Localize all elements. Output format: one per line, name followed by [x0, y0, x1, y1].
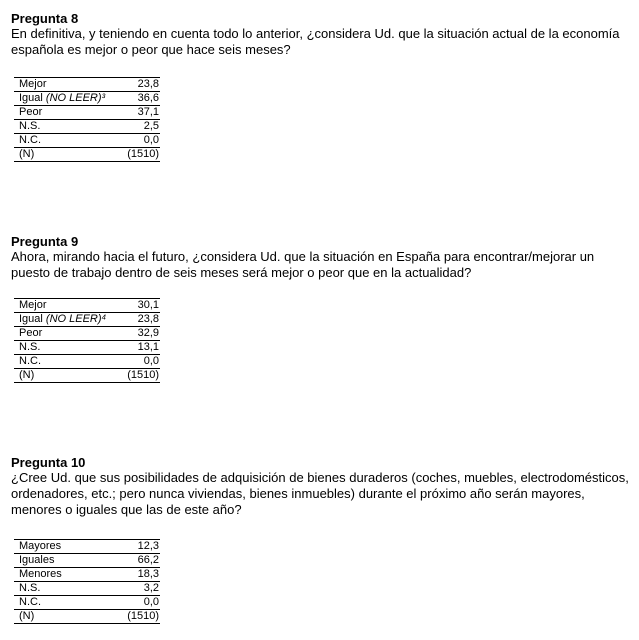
row-value: 2,5 — [143, 120, 159, 132]
table-row — [14, 596, 160, 610]
table-row — [14, 313, 160, 327]
row-value: (1510) — [127, 148, 159, 160]
table-row — [14, 92, 160, 106]
row-label: Igual (NO LEER)⁴ — [19, 313, 107, 325]
row-value: 12,3 — [137, 540, 159, 552]
row-label: Mejor — [19, 78, 47, 90]
row-value: (1510) — [127, 369, 159, 381]
table-row — [14, 554, 160, 568]
row-value: 0,0 — [143, 134, 159, 146]
row-label: N.S. — [19, 120, 41, 132]
question-title: Pregunta 9 — [11, 234, 79, 249]
row-label: (N) — [19, 148, 35, 160]
row-value: 23,8 — [137, 313, 159, 325]
table-row — [14, 369, 160, 383]
table-row — [14, 341, 160, 355]
table-row — [14, 299, 160, 313]
row-label: Menores — [19, 568, 62, 580]
row-value: 0,0 — [143, 355, 159, 367]
question-block — [11, 455, 631, 518]
row-value: 37,1 — [137, 106, 159, 118]
table-row — [14, 120, 160, 134]
row-label: (N) — [19, 610, 35, 622]
row-value: 18,3 — [137, 568, 159, 580]
table-row — [14, 582, 160, 596]
row-value: 32,9 — [137, 327, 159, 339]
row-label: Peor — [19, 106, 43, 118]
row-label: Peor — [19, 327, 43, 339]
row-value: 66,2 — [137, 554, 159, 566]
results-table — [14, 539, 160, 624]
row-value: 30,1 — [137, 299, 159, 311]
table-row — [14, 355, 160, 369]
question-block — [11, 234, 631, 281]
table-row — [14, 540, 160, 554]
row-value: 13,1 — [137, 341, 159, 353]
row-label: N.C. — [19, 134, 41, 146]
table-row — [14, 568, 160, 582]
question-text: En definitiva, y teniendo en cuenta todo lo anterior, ¿considera Ud. que la situación actual de la economía española es mejor o peor que hace seis meses? — [11, 26, 620, 57]
row-value: 36,6 — [137, 92, 159, 104]
table-row — [14, 148, 160, 162]
row-value: (1510) — [127, 610, 159, 622]
table-row — [14, 106, 160, 120]
table-row — [14, 134, 160, 148]
question-block — [11, 11, 631, 58]
row-note: (NO LEER)⁴ — [45, 313, 107, 325]
table-row — [14, 78, 160, 92]
question-text: Ahora, mirando hacia el futuro, ¿considera Ud. que la situación en España para encontrar/mejorar un puesto de trabajo dentro de seis meses será mejor o peor que en la actualidad? — [11, 249, 595, 280]
row-value: 0,0 — [143, 596, 159, 608]
row-label: Iguales — [19, 554, 55, 566]
row-label: N.C. — [19, 596, 41, 608]
row-label: Igual (NO LEER)³ — [19, 92, 106, 104]
table-row — [14, 327, 160, 341]
row-value: 3,2 — [143, 582, 159, 594]
row-label: N.S. — [19, 582, 41, 594]
results-table — [14, 77, 160, 162]
row-label: N.S. — [19, 341, 41, 353]
row-label: Mayores — [19, 540, 62, 552]
row-value: 23,8 — [137, 78, 159, 90]
row-note: (NO LEER)³ — [45, 92, 106, 104]
question-title: Pregunta 10 — [11, 455, 86, 470]
question-text: ¿Cree Ud. que sus posibilidades de adquisición de bienes duraderos (coches, muebles, electrodomésticos, ordenadores, etc.; pero nunca viviendas, bienes inmuebles) durante el próximo año serán mayores, menores o iguales que las de este año? — [11, 470, 629, 517]
question-title: Pregunta 8 — [11, 11, 79, 26]
row-label: (N) — [19, 369, 35, 381]
row-label: N.C. — [19, 355, 41, 367]
row-label: Mejor — [19, 299, 47, 311]
results-table — [14, 298, 160, 383]
table-row — [14, 610, 160, 624]
